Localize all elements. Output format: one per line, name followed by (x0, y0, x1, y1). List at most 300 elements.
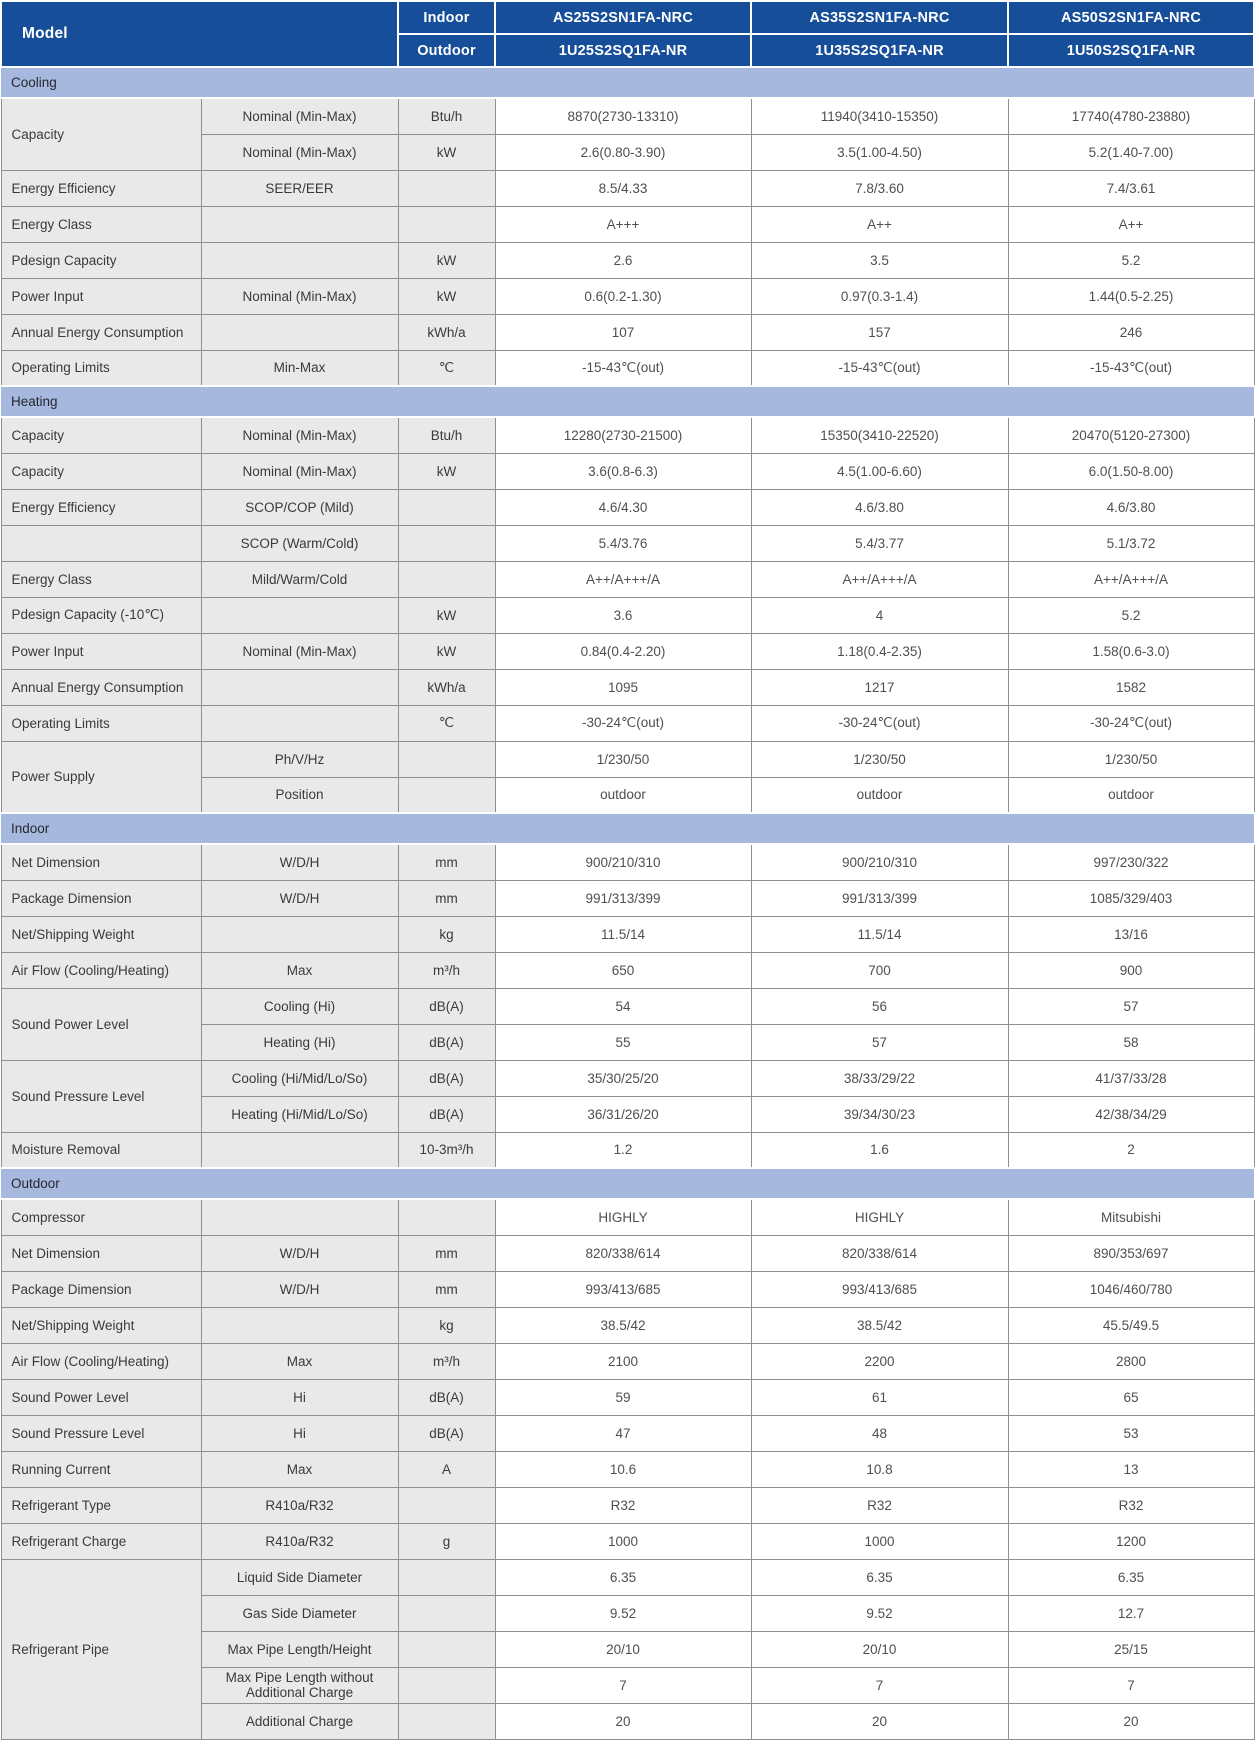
row-label: Capacity (1, 453, 201, 489)
row-sublabel: W/D/H (201, 844, 398, 880)
row-label: Air Flow (Cooling/Heating) (1, 952, 201, 988)
row-unit (398, 1667, 495, 1703)
row-label: Net Dimension (1, 1235, 201, 1271)
section-title: Outdoor (1, 1168, 1254, 1199)
row-sublabel (201, 705, 398, 741)
model-1-indoor-name: AS25S2SN1FA-NRC (495, 1, 751, 34)
cell-value: 13 (1008, 1451, 1254, 1487)
row-sublabel: Nominal (Min-Max) (201, 453, 398, 489)
table-row (1, 952, 1254, 988)
row-label: Pdesign Capacity (1, 242, 201, 278)
table-row (1, 741, 1254, 777)
cell-value: 6.0(1.50-8.00) (1008, 453, 1254, 489)
cell-value: 1.58(0.6-3.0) (1008, 633, 1254, 669)
table-row (1, 1451, 1254, 1487)
row-sublabel: Hi (201, 1415, 398, 1451)
row-sublabel (201, 1132, 398, 1168)
row-sublabel: Max (201, 1451, 398, 1487)
cell-value: 0.84(0.4-2.20) (495, 633, 751, 669)
cell-value: 0.6(0.2-1.30) (495, 278, 751, 314)
cell-value: 58 (1008, 1024, 1254, 1060)
row-sublabel (201, 242, 398, 278)
model-1-outdoor-name: 1U25S2SQ1FA-NR (495, 34, 751, 67)
cell-value: 2.6(0.80-3.90) (495, 134, 751, 170)
section-title: Cooling (1, 67, 1254, 98)
cell-value: 36/31/26/20 (495, 1096, 751, 1132)
row-label: Package Dimension (1, 880, 201, 916)
cell-value: 7.4/3.61 (1008, 170, 1254, 206)
cell-value: 11940(3410-15350) (751, 98, 1008, 134)
section-band-outdoor (1, 1168, 1254, 1199)
cell-value: 0.97(0.3-1.4) (751, 278, 1008, 314)
row-unit (398, 561, 495, 597)
cell-value: 4 (751, 597, 1008, 633)
cell-value: 8.5/4.33 (495, 170, 751, 206)
cell-value: HIGHLY (495, 1199, 751, 1235)
table-row (1, 525, 1254, 561)
row-sublabel: Heating (Hi) (201, 1024, 398, 1060)
row-sublabel: Heating (Hi/Mid/Lo/So) (201, 1096, 398, 1132)
row-label: Energy Class (1, 206, 201, 242)
indoor-header-cell: Indoor (398, 1, 495, 34)
cell-value: 11.5/14 (495, 916, 751, 952)
cell-value: 56 (751, 988, 1008, 1024)
cell-value: 7 (1008, 1667, 1254, 1703)
cell-value: 5.1/3.72 (1008, 525, 1254, 561)
cell-value: 38/33/29/22 (751, 1060, 1008, 1096)
cell-value: R32 (1008, 1487, 1254, 1523)
row-sublabel: Additional Charge (201, 1703, 398, 1739)
table-row (1, 242, 1254, 278)
cell-value: 59 (495, 1379, 751, 1415)
header-row-indoor (1, 1, 1254, 34)
cell-value: 700 (751, 952, 1008, 988)
row-unit: kW (398, 597, 495, 633)
cell-value: 6.35 (751, 1559, 1008, 1595)
row-label: Capacity (1, 98, 201, 170)
row-label: Air Flow (Cooling/Heating) (1, 1343, 201, 1379)
table-row (1, 1343, 1254, 1379)
row-unit (398, 777, 495, 813)
cell-value: 900/210/310 (751, 844, 1008, 880)
model-3-outdoor-name: 1U50S2SQ1FA-NR (1008, 34, 1254, 67)
row-sublabel: Max (201, 1343, 398, 1379)
cell-value: 820/338/614 (495, 1235, 751, 1271)
table-row (1, 1132, 1254, 1168)
row-label: Annual Energy Consumption (1, 314, 201, 350)
cell-value: 39/34/30/23 (751, 1096, 1008, 1132)
cell-value: 3.5 (751, 242, 1008, 278)
row-sublabel: Nominal (Min-Max) (201, 633, 398, 669)
table-row (1, 1559, 1254, 1595)
cell-value: 1.44(0.5-2.25) (1008, 278, 1254, 314)
row-unit: mm (398, 844, 495, 880)
table-row (1, 350, 1254, 386)
row-sublabel: Position (201, 777, 398, 813)
cell-value: -30-24℃(out) (495, 705, 751, 741)
row-sublabel: Max (201, 952, 398, 988)
cell-value: 6.35 (495, 1559, 751, 1595)
cell-value: 2 (1008, 1132, 1254, 1168)
row-sublabel: Cooling (Hi/Mid/Lo/So) (201, 1060, 398, 1096)
cell-value: outdoor (1008, 777, 1254, 813)
row-unit: 10-3m³/h (398, 1132, 495, 1168)
row-unit (398, 525, 495, 561)
cell-value: 20/10 (495, 1631, 751, 1667)
section-title: Heating (1, 386, 1254, 417)
row-sublabel: Max Pipe Length/Height (201, 1631, 398, 1667)
cell-value: 20 (751, 1703, 1008, 1739)
cell-value: 17740(4780-23880) (1008, 98, 1254, 134)
table-row (1, 206, 1254, 242)
cell-value: Mitsubishi (1008, 1199, 1254, 1235)
cell-value: -15-43℃(out) (751, 350, 1008, 386)
row-label: Sound Power Level (1, 988, 201, 1060)
cell-value: 991/313/399 (495, 880, 751, 916)
cell-value: 20 (1008, 1703, 1254, 1739)
outdoor-header-cell: Outdoor (398, 34, 495, 67)
row-unit: kWh/a (398, 669, 495, 705)
cell-value: 41/37/33/28 (1008, 1060, 1254, 1096)
cell-value: 1/230/50 (1008, 741, 1254, 777)
table-row (1, 1379, 1254, 1415)
table-row (1, 597, 1254, 633)
cell-value: 1000 (751, 1523, 1008, 1559)
cell-value: 55 (495, 1024, 751, 1060)
row-sublabel: R410a/R32 (201, 1523, 398, 1559)
row-sublabel: R410a/R32 (201, 1487, 398, 1523)
cell-value: A++ (751, 206, 1008, 242)
table-row (1, 988, 1254, 1024)
row-unit: mm (398, 1235, 495, 1271)
row-unit: ℃ (398, 350, 495, 386)
row-label: Annual Energy Consumption (1, 669, 201, 705)
row-unit: kW (398, 453, 495, 489)
cell-value: 57 (751, 1024, 1008, 1060)
cell-value: 1095 (495, 669, 751, 705)
row-unit: kg (398, 916, 495, 952)
row-sublabel: SEER/EER (201, 170, 398, 206)
model-2-outdoor-name: 1U35S2SQ1FA-NR (751, 34, 1008, 67)
row-unit: dB(A) (398, 988, 495, 1024)
table-row (1, 1307, 1254, 1343)
row-sublabel: Nominal (Min-Max) (201, 278, 398, 314)
table-row (1, 417, 1254, 453)
cell-value: 5.2 (1008, 242, 1254, 278)
row-sublabel (201, 916, 398, 952)
cell-value: 42/38/34/29 (1008, 1096, 1254, 1132)
cell-value: 4.6/4.30 (495, 489, 751, 525)
cell-value: 57 (1008, 988, 1254, 1024)
model-3-indoor-name: AS50S2SN1FA-NRC (1008, 1, 1254, 34)
row-unit: kW (398, 633, 495, 669)
model-2-indoor-name: AS35S2SN1FA-NRC (751, 1, 1008, 34)
row-sublabel: W/D/H (201, 1271, 398, 1307)
cell-value: 1085/329/403 (1008, 880, 1254, 916)
row-label: Pdesign Capacity (-10℃) (1, 597, 201, 633)
row-unit (398, 170, 495, 206)
row-unit (398, 1631, 495, 1667)
row-label: Sound Pressure Level (1, 1415, 201, 1451)
cell-value: R32 (495, 1487, 751, 1523)
row-sublabel: Min-Max (201, 350, 398, 386)
row-unit: Btu/h (398, 417, 495, 453)
cell-value: 1217 (751, 669, 1008, 705)
row-unit: kW (398, 278, 495, 314)
row-unit: g (398, 1523, 495, 1559)
row-unit (398, 1559, 495, 1595)
table-row (1, 844, 1254, 880)
row-label: Compressor (1, 1199, 201, 1235)
section-band-heating (1, 386, 1254, 417)
row-sublabel (201, 206, 398, 242)
row-unit: A (398, 1451, 495, 1487)
cell-value: 9.52 (495, 1595, 751, 1631)
table-row (1, 561, 1254, 597)
row-label: Refrigerant Type (1, 1487, 201, 1523)
row-sublabel: SCOP/COP (Mild) (201, 489, 398, 525)
section-title: Indoor (1, 813, 1254, 844)
cell-value: R32 (751, 1487, 1008, 1523)
row-sublabel: W/D/H (201, 1235, 398, 1271)
cell-value: 47 (495, 1415, 751, 1451)
cell-value: 7 (495, 1667, 751, 1703)
cell-value: A++/A+++/A (751, 561, 1008, 597)
table-row (1, 1487, 1254, 1523)
row-unit: kg (398, 1307, 495, 1343)
row-unit (398, 489, 495, 525)
row-label: Net Dimension (1, 844, 201, 880)
cell-value: 1.18(0.4-2.35) (751, 633, 1008, 669)
row-unit: m³/h (398, 952, 495, 988)
cell-value: 2.6 (495, 242, 751, 278)
table-row (1, 705, 1254, 741)
row-sublabel: SCOP (Warm/Cold) (201, 525, 398, 561)
table-row (1, 1060, 1254, 1096)
row-unit (398, 1199, 495, 1235)
row-label: Energy Class (1, 561, 201, 597)
cell-value: 1000 (495, 1523, 751, 1559)
row-label: Moisture Removal (1, 1132, 201, 1168)
cell-value: 1582 (1008, 669, 1254, 705)
row-label: Sound Power Level (1, 1379, 201, 1415)
cell-value: 1200 (1008, 1523, 1254, 1559)
row-unit: ℃ (398, 705, 495, 741)
cell-value: 54 (495, 988, 751, 1024)
section-band-indoor (1, 813, 1254, 844)
row-unit: dB(A) (398, 1415, 495, 1451)
row-unit: kW (398, 242, 495, 278)
cell-value: 2100 (495, 1343, 751, 1379)
cell-value: outdoor (495, 777, 751, 813)
row-sublabel: Hi (201, 1379, 398, 1415)
row-unit: dB(A) (398, 1024, 495, 1060)
cell-value: 35/30/25/20 (495, 1060, 751, 1096)
row-unit: m³/h (398, 1343, 495, 1379)
row-label: Capacity (1, 417, 201, 453)
cell-value: 12.7 (1008, 1595, 1254, 1631)
row-label: Refrigerant Pipe (1, 1559, 201, 1739)
cell-value: 2200 (751, 1343, 1008, 1379)
row-label: Energy Efficiency (1, 489, 201, 525)
cell-value: 5.4/3.77 (751, 525, 1008, 561)
cell-value: 2800 (1008, 1343, 1254, 1379)
row-sublabel (201, 597, 398, 633)
cell-value: 45.5/49.5 (1008, 1307, 1254, 1343)
row-unit: kW (398, 134, 495, 170)
cell-value: 157 (751, 314, 1008, 350)
cell-value: 1.2 (495, 1132, 751, 1168)
cell-value: 1.6 (751, 1132, 1008, 1168)
cell-value: A+++ (495, 206, 751, 242)
row-unit (398, 1703, 495, 1739)
table-row (1, 1199, 1254, 1235)
row-sublabel: Max Pipe Length without Additional Charge (201, 1667, 398, 1703)
row-label: Power Supply (1, 741, 201, 813)
row-unit: kWh/a (398, 314, 495, 350)
row-label: Net/Shipping Weight (1, 1307, 201, 1343)
row-label: Net/Shipping Weight (1, 916, 201, 952)
row-unit (398, 206, 495, 242)
cell-value: 48 (751, 1415, 1008, 1451)
cell-value: 246 (1008, 314, 1254, 350)
cell-value: 1/230/50 (495, 741, 751, 777)
table-row (1, 1415, 1254, 1451)
row-unit: mm (398, 880, 495, 916)
cell-value: 61 (751, 1379, 1008, 1415)
cell-value: HIGHLY (751, 1199, 1008, 1235)
row-sublabel: Mild/Warm/Cold (201, 561, 398, 597)
cell-value: outdoor (751, 777, 1008, 813)
row-sublabel: Ph/V/Hz (201, 741, 398, 777)
cell-value: 5.2(1.40-7.00) (1008, 134, 1254, 170)
row-label: Running Current (1, 1451, 201, 1487)
row-unit (398, 1487, 495, 1523)
row-label: Operating Limits (1, 350, 201, 386)
cell-value: 991/313/399 (751, 880, 1008, 916)
cell-value: 20 (495, 1703, 751, 1739)
row-unit (398, 741, 495, 777)
cell-value: -30-24℃(out) (751, 705, 1008, 741)
cell-value: 5.4/3.76 (495, 525, 751, 561)
cell-value: 4.6/3.80 (751, 489, 1008, 525)
table-row (1, 1523, 1254, 1559)
cell-value: 900/210/310 (495, 844, 751, 880)
cell-value: 15350(3410-22520) (751, 417, 1008, 453)
cell-value: 3.6 (495, 597, 751, 633)
cell-value: 3.5(1.00-4.50) (751, 134, 1008, 170)
row-sublabel (201, 1199, 398, 1235)
row-sublabel (201, 314, 398, 350)
table-row (1, 170, 1254, 206)
cell-value: 997/230/322 (1008, 844, 1254, 880)
row-sublabel: Nominal (Min-Max) (201, 134, 398, 170)
cell-value: A++/A+++/A (1008, 561, 1254, 597)
cell-value: 53 (1008, 1415, 1254, 1451)
cell-value: 10.6 (495, 1451, 751, 1487)
cell-value: 993/413/685 (751, 1271, 1008, 1307)
table-row (1, 1235, 1254, 1271)
cell-value: 1/230/50 (751, 741, 1008, 777)
row-sublabel (201, 669, 398, 705)
table-row (1, 278, 1254, 314)
table-row (1, 1271, 1254, 1307)
row-unit: mm (398, 1271, 495, 1307)
cell-value: 65 (1008, 1379, 1254, 1415)
cell-value: 900 (1008, 952, 1254, 988)
cell-value: 107 (495, 314, 751, 350)
table-row (1, 314, 1254, 350)
row-label: Operating Limits (1, 705, 201, 741)
row-unit: dB(A) (398, 1096, 495, 1132)
cell-value: 4.6/3.80 (1008, 489, 1254, 525)
table-row (1, 916, 1254, 952)
cell-value: -30-24℃(out) (1008, 705, 1254, 741)
row-sublabel: Gas Side Diameter (201, 1595, 398, 1631)
cell-value: 8870(2730-13310) (495, 98, 751, 134)
cell-value: 4.5(1.00-6.60) (751, 453, 1008, 489)
table-row (1, 633, 1254, 669)
row-sublabel: Liquid Side Diameter (201, 1559, 398, 1595)
cell-value: 820/338/614 (751, 1235, 1008, 1271)
row-sublabel: Cooling (Hi) (201, 988, 398, 1024)
cell-value: 20470(5120-27300) (1008, 417, 1254, 453)
row-label: Power Input (1, 633, 201, 669)
row-label: Power Input (1, 278, 201, 314)
row-label: Energy Efficiency (1, 170, 201, 206)
cell-value: -15-43℃(out) (1008, 350, 1254, 386)
row-label: Refrigerant Charge (1, 1523, 201, 1559)
row-sublabel: Nominal (Min-Max) (201, 417, 398, 453)
cell-value: 13/16 (1008, 916, 1254, 952)
cell-value: 890/353/697 (1008, 1235, 1254, 1271)
row-unit: Btu/h (398, 98, 495, 134)
cell-value: 3.6(0.8-6.3) (495, 453, 751, 489)
table-row (1, 669, 1254, 705)
table-row (1, 98, 1254, 134)
cell-value: -15-43℃(out) (495, 350, 751, 386)
row-unit (398, 1595, 495, 1631)
cell-value: A++ (1008, 206, 1254, 242)
row-unit: dB(A) (398, 1379, 495, 1415)
section-band-cooling (1, 67, 1254, 98)
cell-value: 11.5/14 (751, 916, 1008, 952)
cell-value: 38.5/42 (751, 1307, 1008, 1343)
cell-value: 1046/460/780 (1008, 1271, 1254, 1307)
cell-value: 10.8 (751, 1451, 1008, 1487)
row-label: Package Dimension (1, 1271, 201, 1307)
cell-value: 9.52 (751, 1595, 1008, 1631)
cell-value: 650 (495, 952, 751, 988)
cell-value: 20/10 (751, 1631, 1008, 1667)
cell-value: 12280(2730-21500) (495, 417, 751, 453)
row-unit: dB(A) (398, 1060, 495, 1096)
cell-value: A++/A+++/A (495, 561, 751, 597)
cell-value: 38.5/42 (495, 1307, 751, 1343)
row-label: Sound Pressure Level (1, 1060, 201, 1132)
row-sublabel: Nominal (Min-Max) (201, 98, 398, 134)
cell-value: 6.35 (1008, 1559, 1254, 1595)
row-sublabel (201, 1307, 398, 1343)
cell-value: 7 (751, 1667, 1008, 1703)
cell-value: 7.8/3.60 (751, 170, 1008, 206)
row-label (1, 525, 201, 561)
cell-value: 5.2 (1008, 597, 1254, 633)
row-sublabel: W/D/H (201, 880, 398, 916)
table-row (1, 453, 1254, 489)
cell-value: 993/413/685 (495, 1271, 751, 1307)
cell-value: 25/15 (1008, 1631, 1254, 1667)
